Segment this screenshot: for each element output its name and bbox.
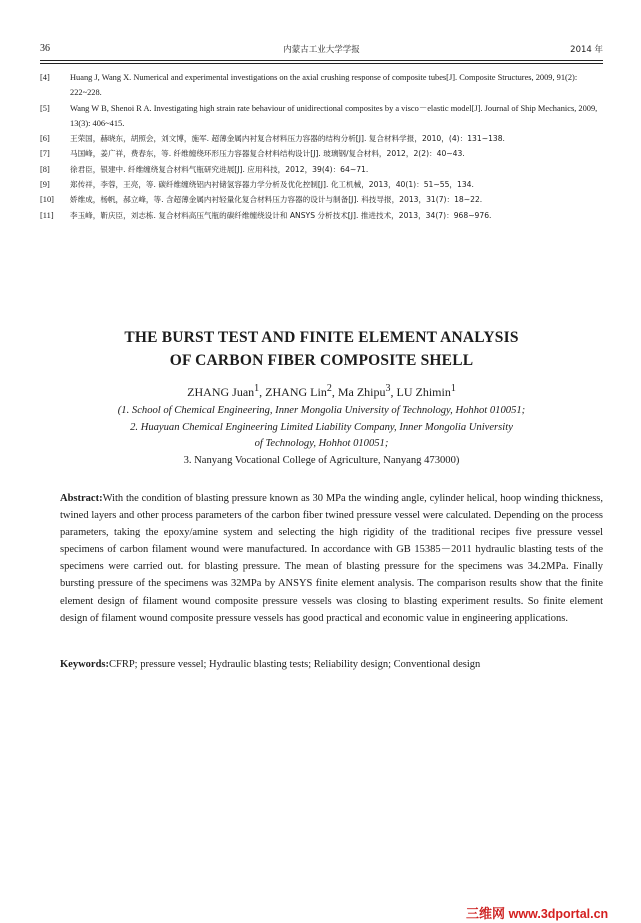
reference-list — [40, 70, 603, 223]
journal-name: 内蒙古工业大学学报 — [283, 45, 360, 55]
reference-number: [6] — [40, 134, 50, 144]
reference-number: [11] — [40, 210, 54, 220]
reference-item — [40, 101, 603, 132]
publication-year: 2014 年 — [570, 45, 603, 55]
header-rule-bottom — [40, 63, 603, 64]
header-rule-top — [40, 60, 603, 61]
author-affiliation-mark: 1 — [450, 383, 456, 394]
reference-text: 李玉峰，靳庆臣，刘志栋. 复合材料高压气瓶的碳纤维缠绕设计和 ANSYS 分析技术[J]. 推进技术，2013，34(7)：968~976. — [70, 210, 492, 220]
author-affiliation-mark: 1 — [254, 383, 260, 394]
watermark-brand: 三维网 — [466, 906, 506, 921]
reference-number: [10] — [40, 195, 54, 205]
abstract-label: Abstract: — [60, 493, 103, 504]
affiliation-line: of Technology, Hohhot 010051; — [254, 438, 389, 449]
title-line-1: THE BURST TEST AND FINITE ELEMENT ANALYSIS — [124, 329, 519, 346]
author-name: Ma Zhipu — [337, 385, 386, 399]
affiliation-line: 2. Huayuan Chemical Engineering Limited Liability Company, Inner Mongolia University — [130, 421, 513, 433]
reference-number: [5] — [40, 103, 50, 113]
reference-item — [40, 146, 603, 161]
abstract-text: With the condition of blasting pressure known as 30 MPa the winding angle, cylinder helical, hoop winding thickness, twined layers and other process parameters of the carbon fiber twined pressure vessel were calculated. Depending on the process parameters, taking the epoxy/amine system and selecting the high rigidity of the traditional recipes five pressure vessel specimens of carbon filament wound were manufactured. In accordance with GB 15385－2011 hydraulic blasting tests of the specimens were carried out. for blasting pressure. The mean of blasting pressure for the specimens was 34.2MPa. Finally bursting pressure of the specimens was 32MPa by ANSYS finite element analysis. The comparison results show that the finite element design of filament wound composite pressure vessels was closing to blasting experiment results. So finite element design of filament wound composite pressure vessels has good practical and economic value in engineering applications. — [60, 493, 603, 624]
watermark-url: www.3dportal.cn — [508, 907, 609, 921]
paper-title — [40, 326, 603, 372]
author-affiliation-mark: 2 — [326, 383, 332, 394]
affiliations — [40, 403, 603, 469]
author-name: LU Zhimin — [396, 385, 451, 399]
keywords-text: CFRP; pressure vessel; Hydraulic blasting tests; Reliability design; Conventional design — [109, 659, 481, 670]
reference-item — [40, 70, 603, 101]
reference-item — [40, 192, 603, 207]
reference-text: 马国峰，姜广祥，费春东，等. 纤维缠绕环形压力容器复合材料结构设计[J]. 玻璃钢/复合材料，2012，2(2)：40~43. — [70, 149, 465, 159]
reference-text: 郑传祥，李蓉，王亮，等. 碳纤维缠绕铝内衬储氢容器力学分析及优化控制[J]. 化工机械，2013，40(1)：51~55，134. — [70, 180, 474, 190]
keywords-label: Keywords: — [60, 659, 109, 670]
author-affiliation-mark: 3 — [385, 383, 391, 394]
reference-text: 王荣国，赫晓东，胡照会，刘文博，施军. 超薄金属内衬复合材料压力容器的结构分析[J]. 复合材料学报，2010，(4)：131~138. — [70, 134, 505, 144]
reference-number: [4] — [40, 73, 50, 82]
reference-item — [40, 208, 603, 223]
reference-text: 娇维成，杨帆，郝立峰，等. 含超薄金属内衬轻量化复合材料压力容器的设计与制备[J]. 科技导报，2013，31(7)：18~22. — [70, 195, 483, 205]
reference-text: Huang J, Wang X. Numerical and experimental investigations on the axial crushing response of composite tubes[J]. Composite Structures, 2009, 91(2): 222~228. — [70, 73, 578, 98]
page-number: 36 — [40, 43, 50, 54]
abstract — [60, 490, 603, 627]
watermark-logo — [466, 905, 641, 923]
title-line-2: OF CARBON FIBER COMPOSITE SHELL — [169, 352, 474, 369]
reference-number: [8] — [40, 164, 50, 174]
affiliation-line: (1. School of Chemical Engineering, Inner Mongolia University of Technology, Hohhot 010051; — [117, 405, 526, 416]
reference-number: [7] — [40, 149, 50, 159]
author-name: ZHANG Lin — [265, 385, 327, 399]
page-header — [40, 43, 603, 59]
keywords — [60, 656, 603, 673]
reference-item — [40, 131, 603, 146]
reference-text: 徐君臣，银建中. 纤维缠绕复合材料气瓶研究进展[J]. 应用科技，2012，39(4)：64~71. — [70, 164, 369, 174]
author-name: ZHANG Juan — [187, 385, 255, 399]
reference-item — [40, 177, 603, 192]
affiliation-line: 3. Nanyang Vocational College of Agriculture, Nanyang 473000) — [183, 454, 460, 466]
author-list: ZHANG Juan$^1$, ZHANG Lin$^2$, Ma Zhipu$^3$, LU Zhimin$^1$ — [187, 383, 456, 399]
reference-number: [9] — [40, 180, 50, 190]
reference-item — [40, 162, 603, 177]
reference-text: Wang W B, Shenoi R A. Investigating high strain rate behaviour of unidirectional composites by a visco－elastic model[J]. Journal of Ship Mechanics, 2009, 13(3): 406~415. — [70, 103, 598, 128]
